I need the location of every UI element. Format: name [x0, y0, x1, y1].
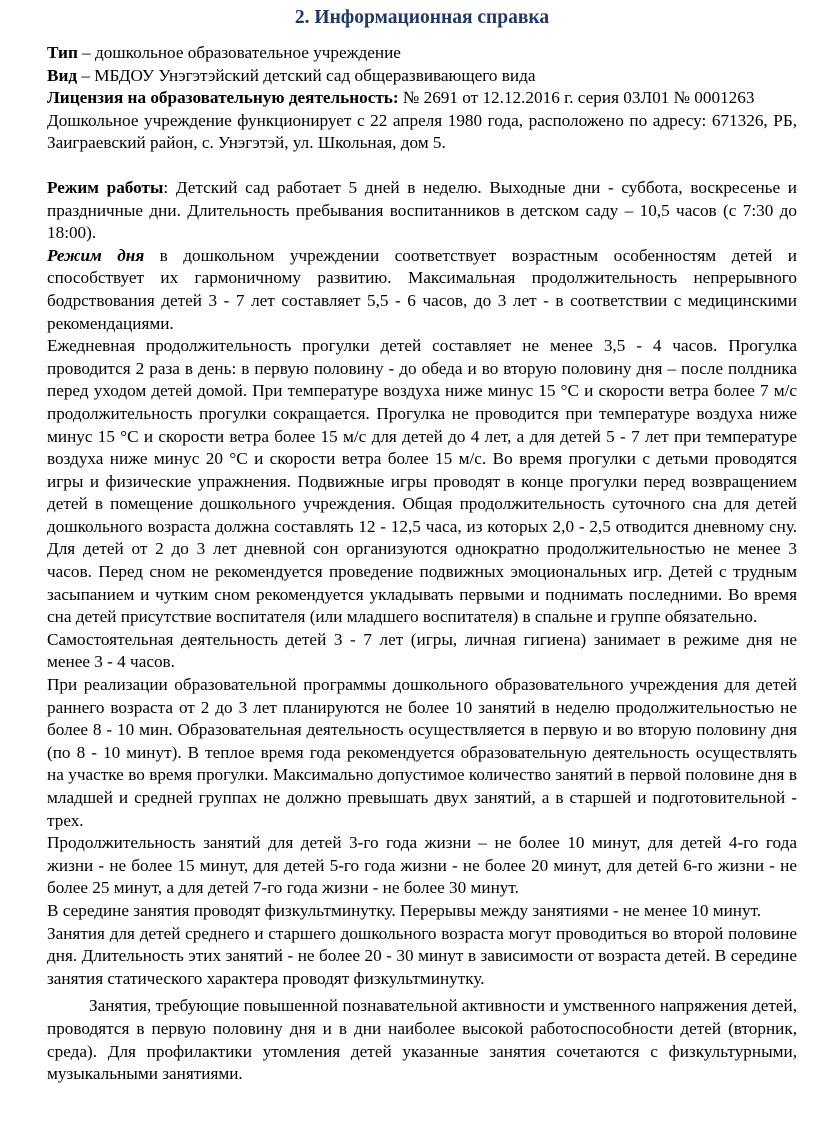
type-label: Тип — [47, 43, 78, 62]
type-value: – дошкольное образовательное учреждение — [77, 43, 401, 62]
address-paragraph: Дошкольное учреждение функционирует с 22 апреля 1980 года, расположено по адресу: 671326, РБ, Заиграевский район, с. Унэгэтэй, ул. Школьная, дом 5. — [47, 110, 797, 153]
kind-label: Вид — [47, 65, 78, 85]
license-line — [47, 87, 797, 110]
lesson-duration-paragraph: Продолжительность занятий для детей 3-го года жизни – не более 10 минут, для детей 4-го года жизни - не более 15 минут, для детей 5-го года жизни - не более 20 минут, для детей 6-го жизни - не более 25 минут, а для детей 7-го года жизни - не более 30 минут. — [47, 833, 797, 898]
kind-value: – МБДОУ Унэгэтэйский детский сад общеразвивающего вида — [77, 65, 536, 85]
license-label: Лицензия на образовательную деятельность: — [47, 88, 399, 108]
work-mode-text: : Детский сад работает 5 дней в неделю. Выходные дни - суббота, воскресенье и праздничные дни. Длительность пребывания воспитанников в детском саду – 10,5 часов (с 7:30 до 18:00). — [47, 177, 797, 243]
work-mode-label: Режим работы — [47, 177, 164, 197]
spacer — [47, 155, 797, 177]
day-mode-label: Режим дня — [47, 245, 145, 265]
break-paragraph: В середине занятия проводят физкультминутку. Перерывы между занятиями - не менее 10 минут. — [47, 900, 762, 920]
day-mode-text: в дошкольном учреждении соответствует возрастным особенностям детей и способствует их гармоничному развитию. Максимальная продолжительность непрерывного бодрствования детей 3 - 7 лет составляет 5,5 - 6 часов, до 3 лет - в соответствии с медицинскими рекомендациями. — [47, 245, 798, 333]
type-line — [47, 42, 797, 65]
education-program-paragraph: При реализации образовательной программы дошкольного образовательного учреждения для детей раннего возраста от 2 до 3 лет планируются не более 10 занятий в неделю продолжительностью не более 8 - 10 мин. Образовательная деятельность осуществляется в первую и во вторую половину дня (по 8 - 10 минут). В теплое время года рекомендуется образовательную деятельность осуществлять на участке во время прогулки. Максимально допустимое количество занятий в первой половине дня в младшей и средней группах не должно превышать двух занятий, а в старшей и подготовительной - трех. — [47, 675, 797, 830]
license-value: № 2691 от 12.12.2016 г. серия 03Л01 № 0001263 — [398, 88, 755, 108]
final-paragraph: Занятия, требующие повышенной познавательной активности и умственного напряжения детей, проводятся в первую половину дня и в дни наиболее высокой работоспособности детей (вторник, среда). Для профилактики утомления детей указанные занятия сочетаются с физкультурными, музыкальными занятиями. — [47, 996, 797, 1084]
kind-line — [47, 65, 797, 88]
walk-sleep-paragraph: Ежедневная продолжительность прогулки детей составляет не менее 3,5 - 4 часов. Прогулка проводится 2 раза в день: в первую половину - до обеда и во вторую половину дня – после полдника перед уходом детей домой. При температуре воздуха ниже минус 15 °С и скорости ветра более 7 м/с продолжительность прогулки сокращается. Прогулка не проводится при температуре воздуха ниже минус 15 °С и скорости ветра более 15 м/с для детей до 4 лет, а для детей 5 - 7 лет при температуре воздуха ниже минус 20 °С и скорости ветра более 15 м/с. Во время прогулки с детьми проводятся игры и физические упражнения. Подвижные игры проводят в конце прогулки перед возвращением детей в помещение дошкольного учреждения. Общая продолжительность суточного сна для детей дошкольного возраста должна составлять 12 - 12,5 часа, из которых 2,0 - 2,5 отводится дневному сну. Для детей от 2 до 3 лет дневной сон организуются однократно продолжительностью не менее 3 часов. Перед сном не рекомендуется проведение подвижных эмоциональных игр. Детей с трудным засыпанием и чутким сном рекомендуется укладывать первыми и поднимать последними. Во время сна детей присутствие воспитателя (или младшего воспитателя) в спальне и группе обязательно. — [47, 336, 797, 627]
page-title: 2. Информационная справка — [294, 7, 550, 28]
document-page — [47, 0, 797, 1086]
work-mode-paragraph — [47, 177, 797, 245]
independent-activity-paragraph: Самостоятельная деятельность детей 3 - 7 лет (игры, личная гигиена) занимает в режиме дня не менее 3 - 4 часов. — [47, 629, 797, 672]
afternoon-lessons-paragraph: Занятия для детей среднего и старшего дошкольного возраста могут проводиться во второй половине дня. Длительность этих занятий - не более 20 - 30 минут в зависимости от возраста детей. В середине занятия статического характера проводят физкультминутку. — [47, 923, 797, 988]
day-mode-paragraph — [47, 245, 797, 335]
